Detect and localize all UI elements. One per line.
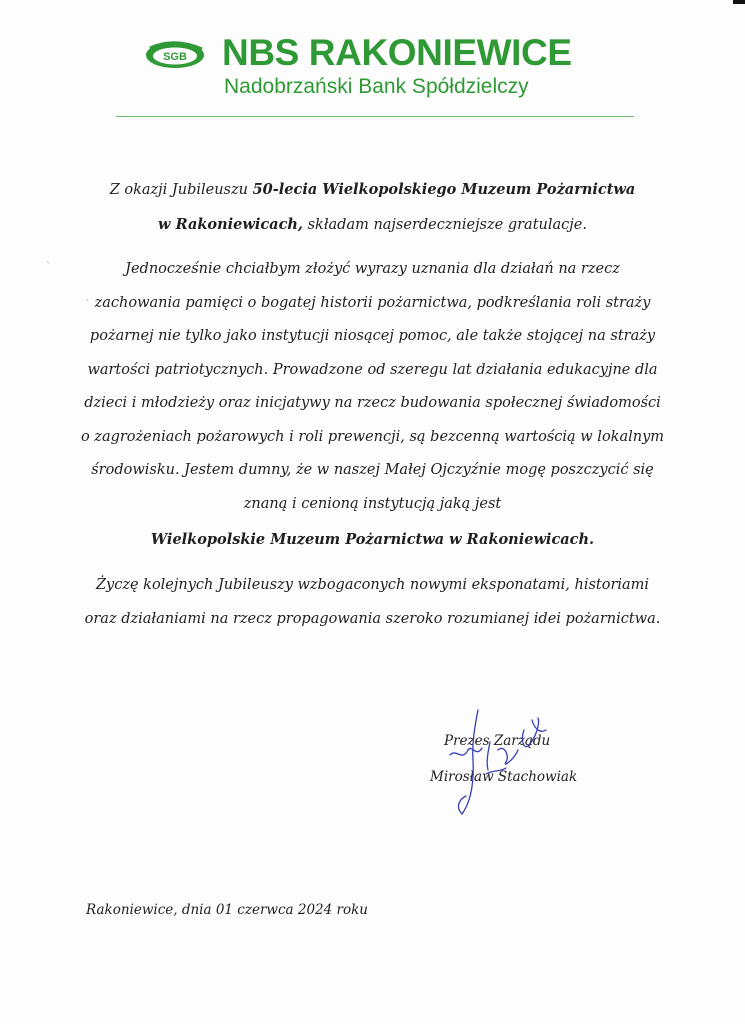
signatory-title: Prezes Zarządu [444,733,551,749]
jubilee-name: 50-lecia Wielkopolskiego Muzeum Pożarnictwa [252,181,636,198]
paragraph-line: zachowania pamięci o bogatej historii pożarnictwa, podkreślania roli straży [94,294,651,311]
paragraph-line: o zagrożeniach pożarowych i roli prewencji, są bezcenną wartością w lokalnym [80,428,665,445]
paragraph-line: dzieci i młodzieży oraz inicjatywy na rzecz budowania społecznej świadomości [84,395,661,411]
paragraph-line: pożarnej nie tylko jako instytucji niosącej pomoc, ale także stojącej na straży [89,328,656,344]
header-divider [116,116,634,117]
paragraph-line: Życzę kolejnych Jubileuszy wzbogaconych nowymi eksponatami, historiami [95,577,650,593]
handwritten-signature [428,700,568,820]
sgb-logo-text: SGB [163,51,187,63]
wishes-paragraph [60,569,685,636]
bank-subtitle: Nadobrzański Bank Spółdzielczy [224,75,529,98]
scan-speck: ` [46,262,51,273]
scan-speck: . [86,293,90,304]
museum-name: Wielkopolskie Muzeum Pożarnictwa w Rakoniewicach. [150,531,595,548]
bank-name: NBS RAKONIEWICE [222,32,572,73]
paragraph-line: oraz działaniami na rzecz propagowania szeroko rozumianej idei pożarnictwa. [84,610,661,627]
paragraph-line: środowisku. Jestem dumny, że w naszej Małej Ojczyźnie mogę poszczycić się [91,462,654,478]
letterhead [144,34,624,104]
town-name: w Rakoniewicach, [158,215,303,233]
sgb-logo [144,39,206,71]
signatory-name: Mirosław Stachowiak [430,769,578,785]
paragraph-line: Jednocześnie chciałbym złożyć wyrazy uznania dla działań na rzecz [125,261,620,277]
place-and-date: Rakoniewice, dnia 01 czerwca 2024 roku [86,902,368,918]
paragraph-line: znaną i cenioną instytucją jaką jest [243,495,502,512]
appreciation-paragraph [60,253,685,521]
scan-corner-mark [733,0,745,4]
greeting-line-1: Z okazji Jubileuszu 50-lecia Wielkopolskiego Muzeum Pożarnictwa [109,181,636,198]
paragraph-line: wartości patriotycznych. Prowadzone od szeregu lat działania edukacyjne dla [87,361,658,378]
greeting-paragraph [60,173,685,242]
greeting-line-2: w Rakoniewicach, składam najserdeczniejsze gratulacje. [158,215,587,233]
